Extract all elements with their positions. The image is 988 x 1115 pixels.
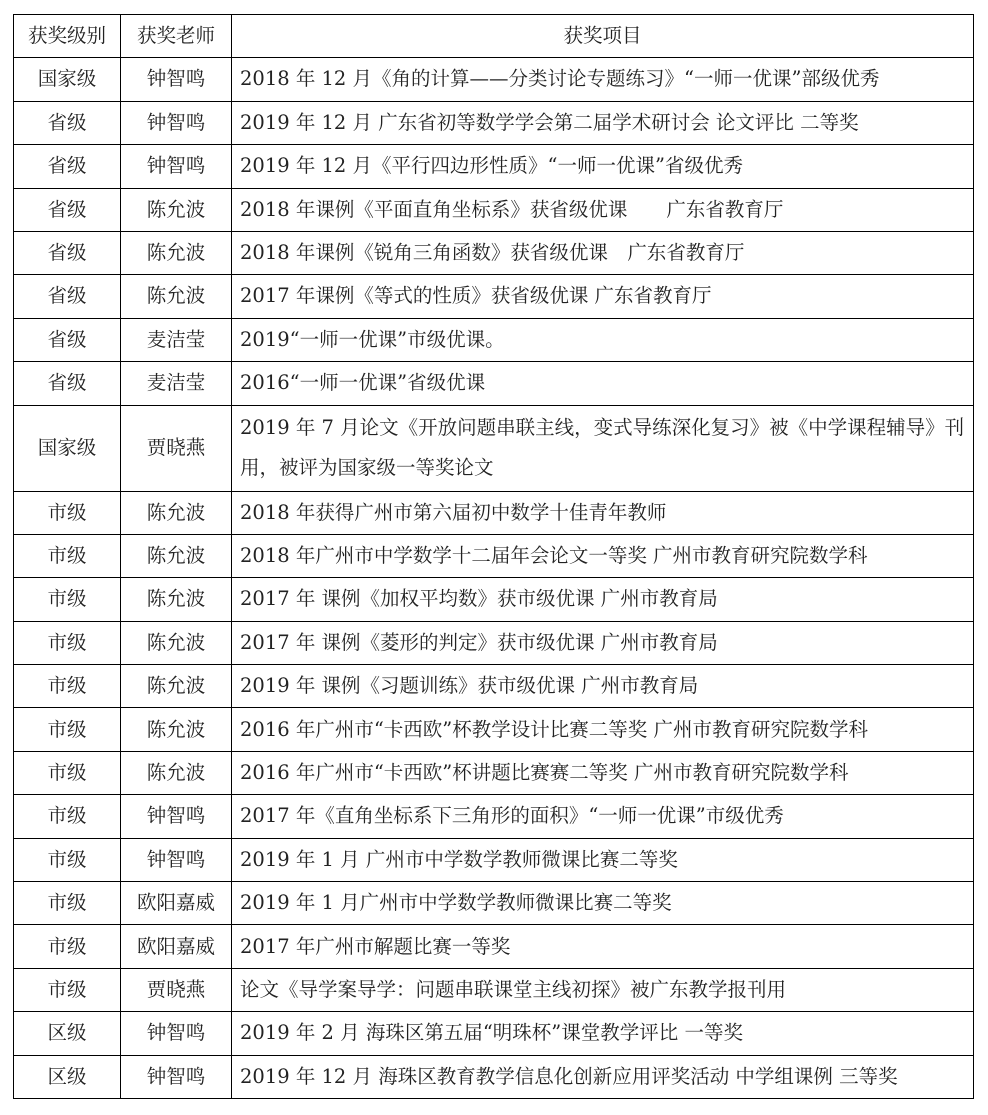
award-project-cell: 2017 年 课例《菱形的判定》获市级优课 广州市教育局 — [232, 621, 974, 664]
award-level-cell: 市级 — [14, 751, 121, 794]
table-row — [14, 795, 974, 838]
award-project-cell: 2019 年 2 月 海珠区第五届“明珠杯”课堂教学评比 一等奖 — [232, 1012, 974, 1055]
award-teacher-cell: 钟智鸣 — [121, 795, 232, 838]
table-row — [14, 708, 974, 751]
award-teacher-cell: 钟智鸣 — [121, 1055, 232, 1098]
award-project-cell: 2018 年广州市中学数学十二届年会论文一等奖 广州市教育研究院数学科 — [232, 534, 974, 577]
award-level-cell: 国家级 — [14, 405, 121, 491]
table-row — [14, 145, 974, 188]
award-teacher-cell: 钟智鸣 — [121, 101, 232, 144]
award-teacher-cell: 陈允波 — [121, 621, 232, 664]
table-row — [14, 275, 974, 318]
award-teacher-cell: 陈允波 — [121, 578, 232, 621]
table-row — [14, 534, 974, 577]
award-project-cell: 2016 年广州市“卡西欧”杯讲题比赛赛二等奖 广州市教育研究院数学科 — [232, 751, 974, 794]
award-level-cell: 市级 — [14, 621, 121, 664]
award-teacher-cell: 陈允波 — [121, 275, 232, 318]
award-project-cell: 2018 年课例《锐角三角函数》获省级优课 广东省教育厅 — [232, 231, 974, 274]
award-level-cell: 省级 — [14, 231, 121, 274]
award-teacher-cell: 钟智鸣 — [121, 1012, 232, 1055]
award-project-cell: 2019 年 12 月 广东省初等数学学会第二届学术研讨会 论文评比 二等奖 — [232, 101, 974, 144]
header-project: 获奖项目 — [232, 15, 974, 58]
award-level-cell: 市级 — [14, 882, 121, 925]
award-level-cell: 省级 — [14, 101, 121, 144]
award-teacher-cell: 陈允波 — [121, 231, 232, 274]
award-teacher-cell: 陈允波 — [121, 534, 232, 577]
award-level-cell: 区级 — [14, 1012, 121, 1055]
award-project-cell: 2019 年 12 月《平行四边形性质》“一师一优课”省级优秀 — [232, 145, 974, 188]
table-row — [14, 58, 974, 101]
table-row — [14, 968, 974, 1011]
award-teacher-cell: 陈允波 — [121, 665, 232, 708]
award-teacher-cell: 欧阳嘉威 — [121, 925, 232, 968]
award-level-cell: 市级 — [14, 491, 121, 534]
table-header-row — [14, 15, 974, 58]
award-project-cell: 2019 年 1 月广州市中学数学教师微课比赛二等奖 — [232, 882, 974, 925]
table-row — [14, 925, 974, 968]
table-row — [14, 1012, 974, 1055]
award-project-cell: 2019 年 课例《习题训练》获市级优课 广州市教育局 — [232, 665, 974, 708]
award-teacher-cell: 陈允波 — [121, 188, 232, 231]
award-level-cell: 市级 — [14, 534, 121, 577]
award-project-cell: 2017 年广州市解题比赛一等奖 — [232, 925, 974, 968]
table-row — [14, 838, 974, 881]
award-teacher-cell: 陈允波 — [121, 708, 232, 751]
award-teacher-cell: 陈允波 — [121, 751, 232, 794]
award-level-cell: 省级 — [14, 362, 121, 405]
award-project-cell: 2019 年 12 月 海珠区教育教学信息化创新应用评奖活动 中学组课例 三等奖 — [232, 1055, 974, 1098]
award-project-cell: 2019“一师一优课”市级优课。 — [232, 318, 974, 361]
award-teacher-cell: 陈允波 — [121, 491, 232, 534]
award-teacher-cell: 欧阳嘉威 — [121, 882, 232, 925]
table-row — [14, 362, 974, 405]
table-row — [14, 882, 974, 925]
award-project-cell: 2019 年 1 月 广州市中学数学教师微课比赛二等奖 — [232, 838, 974, 881]
table-row — [14, 665, 974, 708]
award-level-cell: 市级 — [14, 708, 121, 751]
award-project-cell: 2016“一师一优课”省级优课 — [232, 362, 974, 405]
award-project-cell: 2017 年课例《等式的性质》获省级优课 广东省教育厅 — [232, 275, 974, 318]
table-row — [14, 1055, 974, 1098]
award-project-cell: 论文《导学案导学：问题串联课堂主线初探》被广东教学报刊用 — [232, 968, 974, 1011]
table-row — [14, 621, 974, 664]
header-level: 获奖级别 — [14, 15, 121, 58]
award-level-cell: 省级 — [14, 188, 121, 231]
award-level-cell: 市级 — [14, 578, 121, 621]
award-project-cell: 2018 年获得广州市第六届初中数学十佳青年教师 — [232, 491, 974, 534]
table-row — [14, 188, 974, 231]
table-row — [14, 318, 974, 361]
award-project-cell: 2019 年 7 月论文《开放问题串联主线，变式导练深化复习》被《中学课程辅导》刊用，被评为国家级一等奖论文 — [232, 405, 974, 491]
award-teacher-cell: 麦洁莹 — [121, 362, 232, 405]
table-row — [14, 101, 974, 144]
header-teacher: 获奖老师 — [121, 15, 232, 58]
award-level-cell: 省级 — [14, 275, 121, 318]
award-table-body — [14, 15, 974, 1099]
award-table — [13, 14, 974, 1099]
award-level-cell: 市级 — [14, 795, 121, 838]
award-teacher-cell: 贾晓燕 — [121, 405, 232, 491]
award-teacher-cell: 钟智鸣 — [121, 145, 232, 188]
award-level-cell: 市级 — [14, 665, 121, 708]
award-project-cell: 2018 年 12 月《角的计算——分类讨论专题练习》“一师一优课”部级优秀 — [232, 58, 974, 101]
award-level-cell: 区级 — [14, 1055, 121, 1098]
award-project-cell: 2018 年课例《平面直角坐标系》获省级优课 广东省教育厅 — [232, 188, 974, 231]
table-row — [14, 405, 974, 491]
award-level-cell: 市级 — [14, 968, 121, 1011]
award-level-cell: 市级 — [14, 925, 121, 968]
award-level-cell: 国家级 — [14, 58, 121, 101]
table-row — [14, 751, 974, 794]
award-teacher-cell: 贾晓燕 — [121, 968, 232, 1011]
award-level-cell: 省级 — [14, 145, 121, 188]
award-level-cell: 省级 — [14, 318, 121, 361]
table-row — [14, 231, 974, 274]
award-project-cell: 2016 年广州市“卡西欧”杯教学设计比赛二等奖 广州市教育研究院数学科 — [232, 708, 974, 751]
award-teacher-cell: 钟智鸣 — [121, 838, 232, 881]
award-project-cell: 2017 年 课例《加权平均数》获市级优课 广州市教育局 — [232, 578, 974, 621]
award-level-cell: 市级 — [14, 838, 121, 881]
award-project-cell: 2017 年《直角坐标系下三角形的面积》“一师一优课”市级优秀 — [232, 795, 974, 838]
table-row — [14, 491, 974, 534]
award-teacher-cell: 麦洁莹 — [121, 318, 232, 361]
table-row — [14, 578, 974, 621]
award-teacher-cell: 钟智鸣 — [121, 58, 232, 101]
